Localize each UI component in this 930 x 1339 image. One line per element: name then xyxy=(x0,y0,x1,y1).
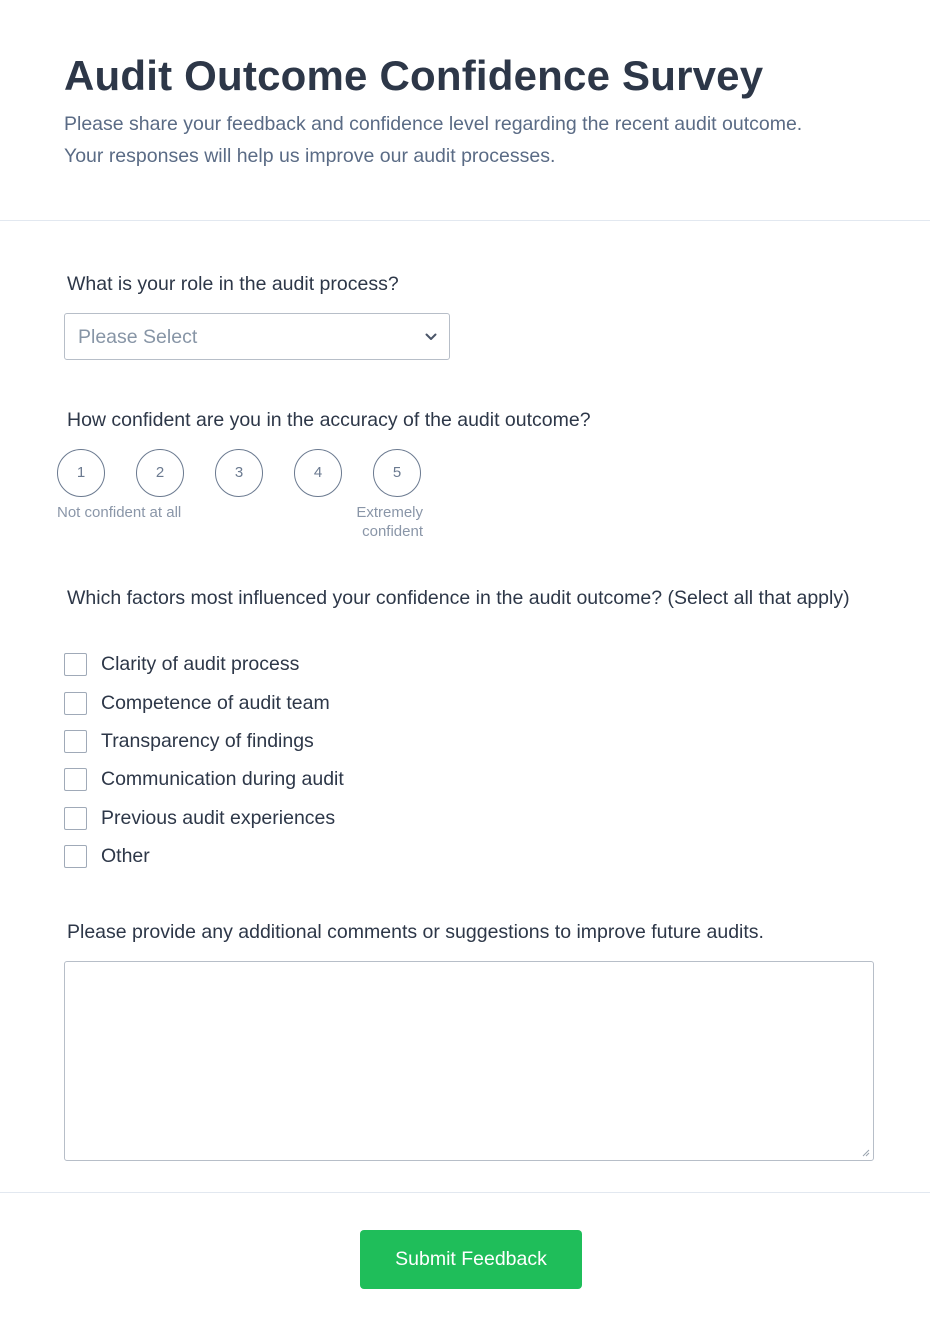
checkbox-label: Clarity of audit process xyxy=(101,653,300,675)
page-title: Audit Outcome Confidence Survey xyxy=(64,52,764,99)
rating-option-3[interactable]: 3 xyxy=(215,449,263,497)
role-select[interactable] xyxy=(64,313,450,360)
confidence-question-label: How confident are you in the accuracy of the audit outcome? xyxy=(67,409,591,431)
factors-question-label: Which factors most influenced your confidence in the audit outcome? (Select all that apply) xyxy=(67,587,850,609)
resize-grip-icon[interactable] xyxy=(860,1147,870,1157)
chevron-down-icon xyxy=(424,330,438,344)
survey-header xyxy=(0,0,930,221)
rating-option-4[interactable]: 4 xyxy=(294,449,342,497)
checkbox-label: Competence of audit team xyxy=(101,692,330,714)
checkbox[interactable] xyxy=(64,653,87,676)
checkbox-label: Other xyxy=(101,845,150,867)
rating-option-1[interactable]: 1 xyxy=(57,449,105,497)
submit-button[interactable]: Submit Feedback xyxy=(360,1230,582,1289)
checkbox-label: Communication during audit xyxy=(101,768,344,790)
rating-option-2[interactable]: 2 xyxy=(136,449,184,497)
footer-divider xyxy=(0,1192,930,1193)
checkbox[interactable] xyxy=(64,845,87,868)
checkbox[interactable] xyxy=(64,692,87,715)
checkbox[interactable] xyxy=(64,730,87,753)
rating-option-5[interactable]: 5 xyxy=(373,449,421,497)
checkbox-label: Previous audit experiences xyxy=(101,807,336,829)
comments-textarea[interactable] xyxy=(64,961,874,1161)
checkbox-label: Transparency of findings xyxy=(101,730,314,752)
checkbox[interactable] xyxy=(64,807,87,830)
checkbox[interactable] xyxy=(64,768,87,791)
scale-high-label: Extremely confident xyxy=(356,504,423,540)
page-description: Please share your feedback and confidence level regarding the recent audit outcome. Your responses will help us improve our audit processes. xyxy=(64,113,803,167)
role-select-value: Please Select xyxy=(78,326,198,348)
comments-question-label: Please provide any additional comments or suggestions to improve future audits. xyxy=(67,921,764,943)
role-question-label: What is your role in the audit process? xyxy=(67,273,399,295)
scale-low-label: Not confident at all xyxy=(57,504,182,521)
